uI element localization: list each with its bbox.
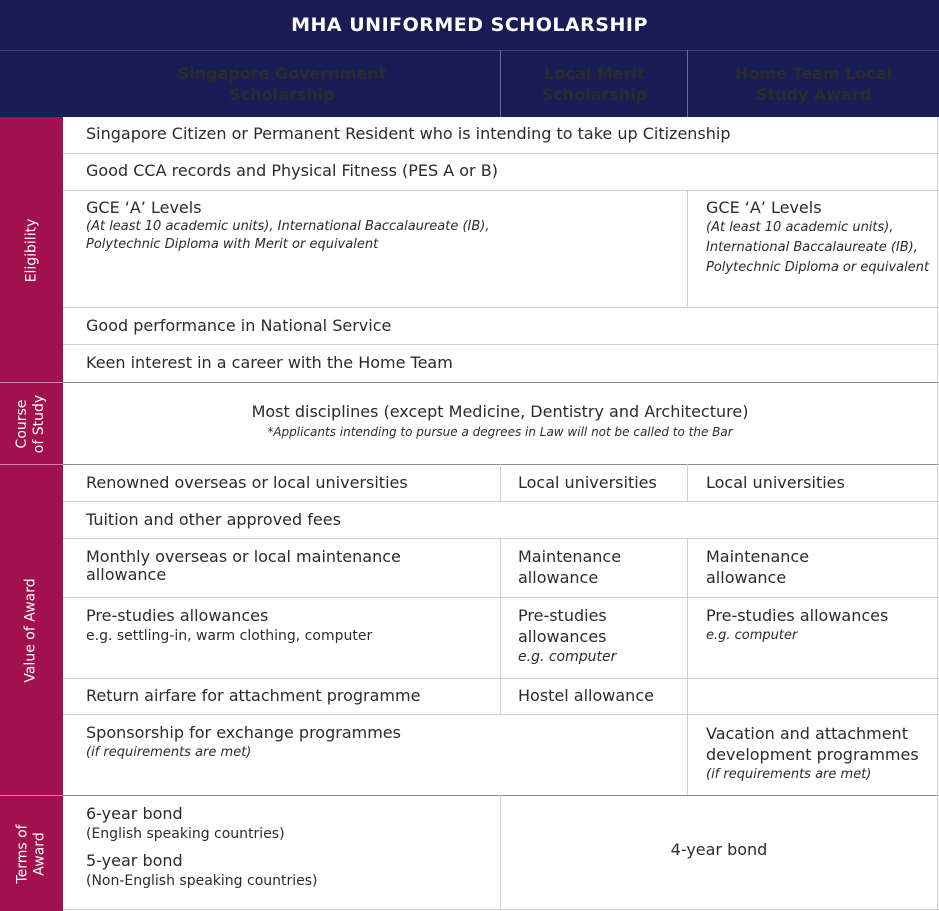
row-divider xyxy=(63,190,939,191)
section-label-course: Course of Study xyxy=(0,383,63,465)
value-maintenance-htl: Maintenance allowance xyxy=(706,547,810,587)
value-maintenance-sgs: Monthly overseas or local maintenance allowance xyxy=(86,547,401,584)
row-divider xyxy=(63,909,939,910)
eligibility-citizenship: Singapore Citizen or Permanent Resident who is intending to take up Citizenship xyxy=(86,124,731,143)
table-right-border xyxy=(937,117,938,910)
value-universities-htl: Local universities xyxy=(706,473,845,492)
section-label-eligibility: Eligibility xyxy=(0,117,63,383)
value-pre-studies-sgs: Pre-studies allowances e.g. settling-in, warm clothing, computer xyxy=(86,606,373,644)
row-divider xyxy=(63,344,939,345)
terms-bond-4-year: 4-year bond xyxy=(670,840,768,859)
value-maintenance-lms: Maintenance allowance xyxy=(518,547,622,587)
eligibility-interest: Keen interest in a career with the Home Team xyxy=(86,353,453,372)
column-divider xyxy=(687,464,688,501)
section-divider xyxy=(63,795,939,796)
value-exchange: Sponsorship for exchange programmes (if requirements are met) xyxy=(86,723,401,760)
row-divider xyxy=(63,714,939,715)
value-pre-studies-htl: Pre-studies allowances e.g. computer xyxy=(706,606,889,643)
column-divider xyxy=(500,538,501,714)
course-of-study: Most disciplines (except Medicine, Dentistry and Architecture) *Applicants intending to pursue a degrees in Law will not be called to the Bar xyxy=(251,402,749,439)
column-divider xyxy=(687,538,688,795)
table-title: MHA UNIFORMED SCHOLARSHIP xyxy=(0,0,939,50)
value-universities-sgs: Renowned overseas or local universities xyxy=(86,473,408,492)
column-header-htl: Home Team Local Study Award xyxy=(734,63,893,104)
eligibility-cca: Good CCA records and Physical Fitness (PES A or B) xyxy=(86,161,498,180)
row-divider xyxy=(63,501,939,502)
eligibility-alevels-main: GCE ‘A’ Levels (At least 10 academic units), International Baccalaureate (IB), Polytechnic Diploma with Merit or equivalent xyxy=(86,198,490,252)
section-label-terms: Terms of Award xyxy=(0,796,63,911)
value-pre-studies-lms: Pre-studies allowances e.g. computer xyxy=(518,606,617,665)
section-divider xyxy=(63,382,939,383)
row-divider xyxy=(63,153,939,154)
row-divider xyxy=(63,307,939,308)
side-divider xyxy=(0,795,63,796)
terms-bond-sgs: 6-year bond (English speaking countries) 5-year bond (Non-English speaking countries) xyxy=(86,804,318,889)
value-airfare: Return airfare for attachment programme xyxy=(86,686,421,705)
side-divider xyxy=(0,382,63,383)
column-header-sgs: Singapore Government Scholarship xyxy=(177,63,387,104)
section-divider xyxy=(63,464,939,465)
value-hostel: Hostel allowance xyxy=(518,686,654,705)
row-divider xyxy=(63,678,939,679)
value-universities-lms: Local universities xyxy=(518,473,657,492)
eligibility-national-service: Good performance in National Service xyxy=(86,316,392,335)
value-vacation: Vacation and attachment development programmes (if requirements are met) xyxy=(706,724,919,782)
eligibility-alevels-htl: GCE ‘A’ Levels (At least 10 academic units), International Baccalaureate (IB), Polytechnic Diploma or equivalent xyxy=(706,198,930,275)
row-divider xyxy=(63,538,939,539)
column-divider xyxy=(500,464,501,501)
row-divider xyxy=(63,597,939,598)
section-label-value: Value of Award xyxy=(0,465,63,796)
value-tuition: Tuition and other approved fees xyxy=(86,510,341,529)
column-divider xyxy=(687,190,688,307)
column-header-lms: Local Merit Scholarship xyxy=(541,63,648,104)
side-divider xyxy=(0,464,63,465)
